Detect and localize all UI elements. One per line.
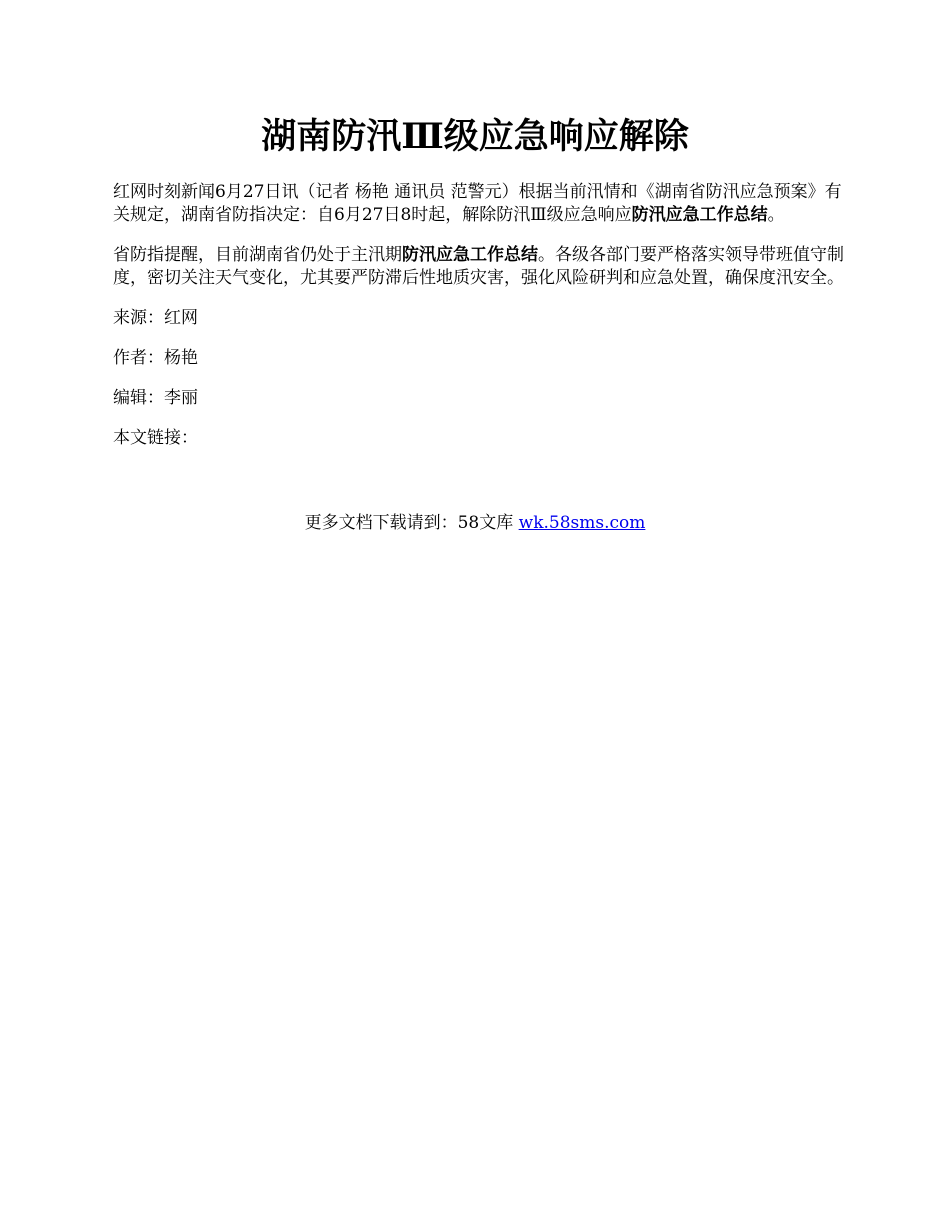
source-line: 来源：红网 bbox=[113, 308, 198, 328]
footer-link[interactable]: wk.58sms.com bbox=[518, 513, 646, 533]
footer-text: 更多文档下载请到：58文库 bbox=[304, 513, 519, 533]
editor-line: 编辑：李丽 bbox=[113, 388, 198, 408]
paragraph-2-bold: 防汛应急工作总结 bbox=[402, 245, 538, 265]
paragraph-2-tail: 。各级各部门要严格落实领导带班值守制度，密切关注天气变化，尤其要严防滞后性地质灾害，强化风险研判和应急处置，确保度汛安全。 bbox=[113, 245, 844, 288]
paragraph-2-lead: 省防指提醒，目前湖南省仍处于主汛期 bbox=[113, 245, 402, 265]
article-link-label: 本文链接： bbox=[113, 428, 198, 448]
document-body bbox=[113, 181, 853, 467]
download-footer bbox=[0, 512, 950, 535]
paragraph-1-text: 红网时刻新闻6月27日讯（记者 杨艳 通讯员 范警元）根据当前汛情和《湖南省防汛应急预案》有关规定，湖南省防指决定：自6月27日8时起，解除防汛Ⅲ级应急响应 bbox=[113, 182, 842, 225]
author-line: 作者：杨艳 bbox=[113, 348, 198, 368]
document-title: 湖南防汛Ⅲ级应急响应解除 bbox=[261, 116, 689, 157]
paragraph-1-bold: 防汛应急工作总结 bbox=[631, 205, 768, 225]
paragraph-2 bbox=[113, 244, 853, 290]
paragraph-1 bbox=[113, 181, 853, 227]
paragraph-1-tail: 。 bbox=[767, 205, 785, 225]
